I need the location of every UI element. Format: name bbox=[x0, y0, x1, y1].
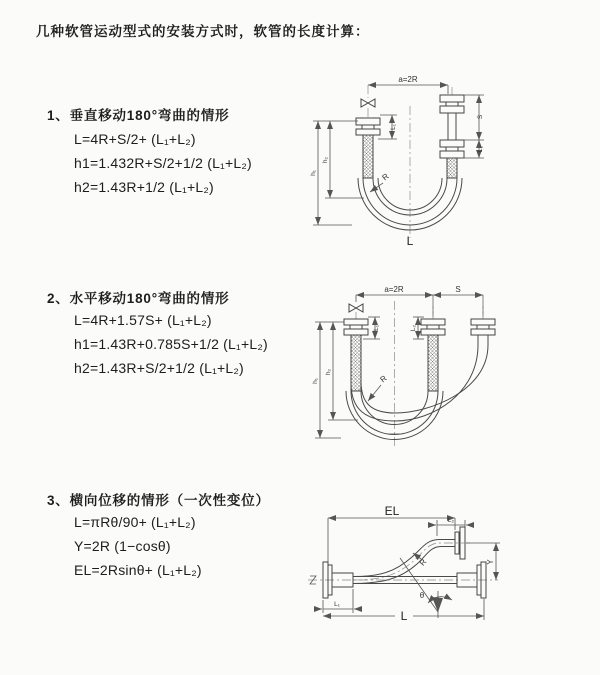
section-3-formula-el: EL=2Rsinθ+ (L₁+L₂) bbox=[74, 562, 202, 578]
section-1-formula-h2: h2=1.43R+1/2 (L₁+L₂) bbox=[74, 179, 214, 195]
d1-label-s: S bbox=[477, 114, 484, 120]
d3-hose-original bbox=[308, 577, 498, 584]
diagram-2-horizontal-bend bbox=[303, 281, 595, 471]
section-1-formula-l: L=4R+S/2+ (L₁+L₂) bbox=[74, 131, 196, 147]
d1-left-braid-section bbox=[363, 135, 373, 178]
diagram-3-lateral-displacement bbox=[300, 496, 600, 654]
d2-right-flange bbox=[471, 319, 495, 335]
d1-label-h2: h₂ bbox=[322, 156, 329, 164]
d3-label-l2: L₂ bbox=[447, 517, 455, 524]
d2-dim-l1 bbox=[363, 317, 380, 339]
d3-label-r: R bbox=[417, 557, 429, 568]
d2-radius-leader bbox=[368, 374, 389, 401]
d1-valve-icon bbox=[361, 99, 375, 107]
d1-dim-a2r bbox=[368, 75, 448, 94]
d1-left-flange bbox=[356, 118, 380, 135]
section-1-formula-h1: h1=1.432R+S/2+1/2 (L₁+L₂) bbox=[74, 155, 252, 171]
d2-label-l1: L₁ bbox=[373, 325, 380, 331]
d3-label-l: L bbox=[400, 609, 408, 623]
d1-dim-h1 bbox=[310, 121, 358, 225]
d2-dim-h1 bbox=[312, 322, 344, 438]
page-title: 几种软管运动型式的安装方式时，软管的长度计算： bbox=[36, 24, 370, 39]
d2-label-s: S bbox=[455, 285, 461, 294]
d2-hose-moved-position bbox=[351, 335, 488, 421]
d1-label-length: L bbox=[406, 234, 414, 248]
d1-label-l2: L₂ bbox=[477, 145, 484, 153]
d2-label-h2: h₂ bbox=[325, 368, 332, 376]
d2-label-h1: h₁ bbox=[312, 378, 319, 384]
d3-label-l1: L₁ bbox=[334, 601, 340, 608]
d2-middle-flange bbox=[421, 319, 445, 335]
d1-right-flange-assembly bbox=[440, 95, 464, 158]
section-2-formula-h1: h1=1.43R+0.785S+1/2 (L₁+L₂) bbox=[74, 336, 268, 352]
d1-right-braid-section bbox=[447, 158, 457, 178]
d2-left-flange bbox=[344, 319, 368, 335]
d1-label-l1: L₁ bbox=[390, 124, 397, 130]
d2-dim-a2r bbox=[356, 285, 433, 295]
section-2-heading: 2、水平移动180°弯曲的情形 bbox=[47, 291, 230, 306]
section-3-formula-l: L=πRθ/90+ (L₁+L₂) bbox=[74, 514, 196, 530]
d1-dim-l2 bbox=[477, 140, 484, 158]
d3-dim-l2 bbox=[428, 517, 474, 536]
d2-valve-icon bbox=[349, 304, 363, 312]
section-3-heading: 3、横向位移的情形（一次性变位） bbox=[47, 493, 270, 508]
d1-dim-h2 bbox=[322, 121, 364, 198]
d3-angle-wedge bbox=[432, 597, 443, 612]
d3-label-y: Y bbox=[486, 559, 495, 565]
d1-label-h1: h₁ bbox=[310, 170, 317, 176]
d3-label-theta: θ bbox=[419, 591, 425, 600]
d3-dim-l1 bbox=[315, 589, 361, 613]
d3-dim-l bbox=[323, 599, 484, 623]
d3-dim-el bbox=[328, 504, 455, 562]
d1-label-a2r: a=2R bbox=[398, 75, 418, 84]
section-2-formula-l: L=4R+1.57S+ (L₁+L₂) bbox=[74, 312, 212, 328]
d3-angle-construction bbox=[400, 558, 452, 618]
d2-dim-s bbox=[356, 285, 483, 317]
d2-left-braid-section bbox=[351, 335, 361, 391]
d3-label-el: EL bbox=[384, 504, 400, 518]
section-2-formula-h2: h2=1.43R+S/2+1/2 (L₁+L₂) bbox=[74, 360, 244, 376]
d2-label-a2r: a=2R bbox=[384, 285, 404, 294]
d1-dim-l1 bbox=[378, 115, 397, 139]
d2-label-r: R bbox=[378, 373, 389, 385]
section-1-heading: 1、垂直移动180°弯曲的情形 bbox=[47, 108, 230, 123]
d2-middle-braid-section bbox=[428, 335, 438, 391]
diagram-1-vertical-bend bbox=[300, 66, 495, 261]
d2-dim-l2 bbox=[410, 317, 424, 339]
d2-label-l2: L₂ bbox=[410, 324, 417, 332]
section-3-formula-y: Y=2R (1−cosθ) bbox=[74, 538, 171, 554]
d1-label-r: R bbox=[380, 171, 391, 183]
